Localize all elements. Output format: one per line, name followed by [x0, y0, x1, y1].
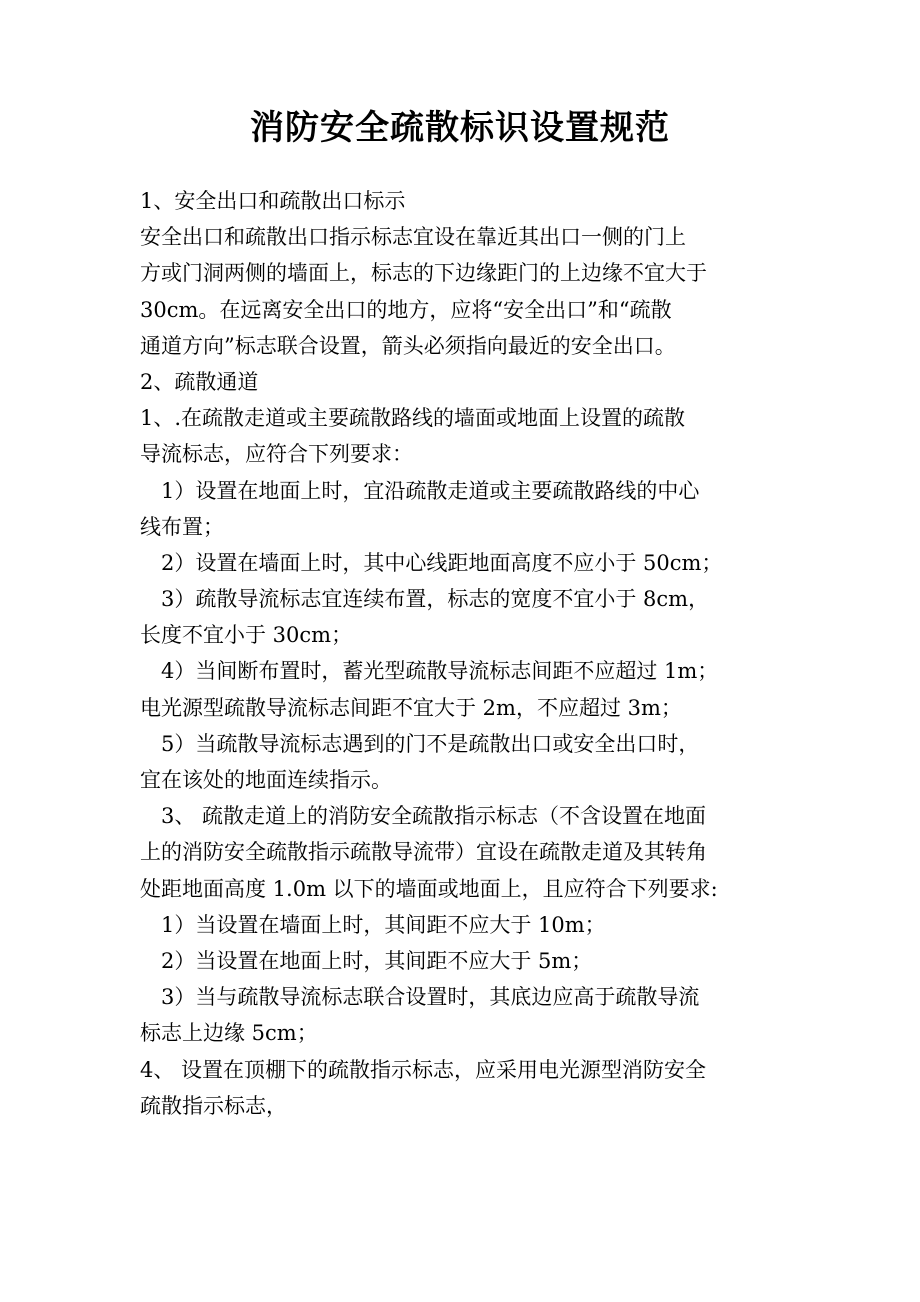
text-line: 30cm。在远离安全出口的地方，应将“安全出口”和“疏散	[140, 297, 672, 322]
text-line: 2、疏散通道	[140, 369, 259, 394]
text-line: 4、 设置在顶棚下的疏散指示标志，应采用电光源型消防安全	[140, 1057, 707, 1082]
text-line: 电光源型疏散导流标志间距不宜大于 2m，不应超过 3m；	[140, 695, 682, 720]
text-line: 长度不宜小于 30cm；	[140, 623, 353, 648]
text-line: 3）当与疏散导流标志联合设置时，其底边应高于疏散导流	[161, 985, 700, 1010]
text-line: 宜在该处的地面连续指示。	[140, 768, 392, 792]
text-line: 3、 疏散走道上的消防安全疏散指示标志（不含设置在地面	[161, 804, 707, 829]
text-line: 方或门洞两侧的墙面上，标志的下边缘距门的上边缘不宜大于	[140, 261, 707, 286]
text-line: 2）当设置在地面上时，其间距不应大于 5m；	[161, 948, 593, 973]
text-line: 1）设置在地面上时，宜沿疏散走道或主要疏散路线的中心	[161, 478, 700, 503]
document-body	[140, 183, 790, 1124]
text-line: 疏散指示标志，	[140, 1093, 287, 1118]
text-line: 4）当间断布置时，蓄光型疏散导流标志间距不应超过 1m；	[161, 659, 719, 684]
document-title: 消防安全疏散标识设置规范	[250, 108, 670, 148]
text-line: 线布置；	[140, 514, 224, 539]
text-line: 上的消防安全疏散指示疏散导流带）宜设在疏散走道及其转角	[140, 840, 707, 865]
text-line: 安全出口和疏散出口指示标志宜设在靠近其出口一侧的门上	[140, 225, 686, 250]
text-line: 5）当疏散导流标志遇到的门不是疏散出口或安全出口时，	[161, 731, 700, 756]
text-line: 导流标志，应符合下列要求：	[140, 442, 413, 467]
text-line: 标志上边缘 5cm；	[140, 1021, 318, 1046]
text-line: 3）疏散导流标志宜连续布置，标志的宽度不宜小于 8cm，	[161, 587, 710, 612]
text-line: 1、安全出口和疏散出口标示	[140, 189, 406, 213]
text-line: 1、.在疏散走道或主要疏散路线的墙面或地面上设置的疏散	[140, 406, 686, 431]
text-line: 处距地面高度 1.0m 以下的墙面或地面上，且应符合下列要求:	[140, 876, 718, 901]
text-line: 1）当设置在墙面上时，其间距不应大于 10m；	[161, 912, 606, 937]
text-line: 通道方向”标志联合设置，箭头必须指向最近的安全出口。	[140, 333, 676, 358]
text-line: 2）设置在墙面上时，其中心线距地面高度不应小于 50cm；	[161, 550, 723, 575]
